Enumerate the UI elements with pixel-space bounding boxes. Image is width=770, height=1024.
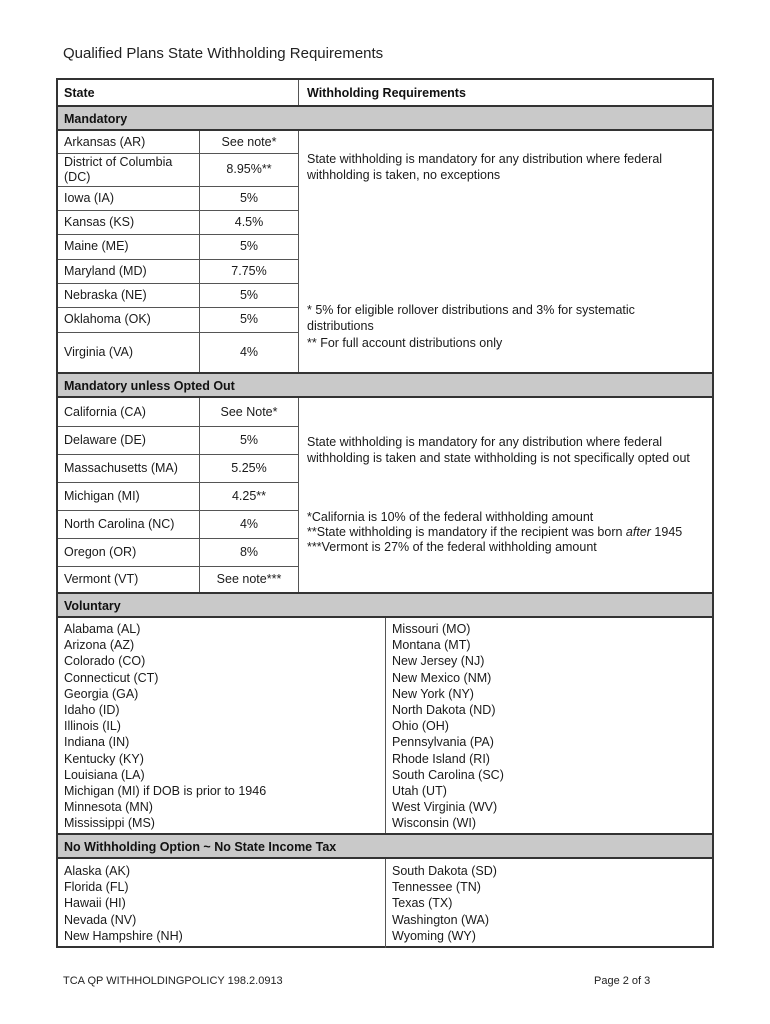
mandatory-row-rate: 7.75% — [231, 263, 267, 278]
mandatory-row-rate: 8.95%** — [226, 162, 272, 176]
list-item: Wyoming (WY) — [392, 928, 476, 943]
list-item: Mississippi (MS) — [64, 816, 155, 831]
row-divider — [58, 332, 298, 333]
list-item: Hawaii (HI) — [64, 896, 126, 911]
opt-out-requirement: State withholding is mandatory for any distribution where federal withholding is taken and state withholding is not specifically opted out — [307, 435, 690, 465]
opt-out-row-rate: 4% — [239, 516, 259, 531]
list-item: Florida (FL) — [64, 880, 129, 895]
list-item: Illinois (IL) — [64, 719, 121, 734]
opt-out-row-state-name: Delaware (DE) — [64, 432, 146, 447]
opt-out-row-rate: 4.25** — [231, 488, 267, 503]
mandatory-row-rate: 5% — [239, 312, 259, 326]
section-opt-out — [58, 372, 712, 398]
opt-out-row-rate: See note*** — [216, 571, 282, 586]
mandatory-row-rate: 5% — [239, 190, 259, 205]
list-item: Michigan (MI) if DOB is prior to 1946 — [64, 784, 267, 799]
mandatory-row-state-name: Oklahoma (OK) — [64, 312, 151, 326]
opt-out-note: ***Vermont is 27% of the federal withholding amount — [307, 540, 597, 554]
mandatory-row-state-name: Maryland (MD) — [64, 263, 147, 278]
list-item: Alabama (AL) — [64, 622, 141, 636]
list-item: South Carolina (SC) — [392, 767, 504, 782]
mandatory-row-state-name: Nebraska (NE) — [64, 287, 147, 302]
opt-out-row-rate: See Note* — [220, 404, 278, 419]
list-item: Idaho (ID) — [64, 703, 120, 718]
opt-out-row-rate: 5.25% — [231, 460, 267, 475]
row-divider — [58, 510, 298, 511]
voluntary-list-left — [64, 621, 266, 832]
opt-out-row-state-name: Michigan (MI) — [64, 488, 140, 503]
list-item: Colorado (CO) — [64, 654, 146, 669]
no-withholding-list-left — [64, 863, 183, 944]
list-item: Texas (TX) — [392, 896, 453, 911]
list-item: Wisconsin (WI) — [392, 816, 477, 831]
row-divider — [58, 283, 298, 284]
mandatory-row-state-name: District of Columbia (DC) — [64, 155, 173, 184]
list-item: Nevada (NV) — [64, 912, 137, 927]
list-item: Montana (MT) — [392, 638, 471, 653]
list-item: Missouri (MO) — [392, 622, 471, 636]
list-item: Utah (UT) — [392, 784, 447, 799]
opt-out-note: *California is 10% of the federal withholding amount — [307, 510, 594, 524]
section-voluntary — [58, 592, 712, 618]
list-item: Georgia (GA) — [64, 686, 139, 701]
opt-out-row-state-name: Vermont (VT) — [64, 571, 139, 586]
mandatory-note: * 5% for eligible rollover distributions and 3% for systematic distributions — [307, 303, 635, 333]
section-heading: Mandatory unless Opted Out — [64, 379, 235, 393]
list-item: South Dakota (SD) — [392, 864, 497, 878]
opt-out-row-state-name: California (CA) — [64, 404, 146, 419]
row-divider — [58, 234, 298, 235]
header-state: State — [64, 86, 95, 100]
page-title: Qualified Plans State Withholding Requirements — [63, 45, 384, 62]
row-divider — [58, 307, 298, 308]
opt-out-row-rate: 5% — [239, 432, 259, 447]
list-item: Washington (WA) — [392, 912, 490, 927]
row-divider — [58, 538, 298, 539]
row-divider — [58, 186, 298, 187]
list-item: Louisiana (LA) — [64, 767, 145, 782]
list-item: Alaska (AK) — [64, 864, 130, 878]
mandatory-row-state-name: Kansas (KS) — [64, 214, 135, 229]
list-item: Indiana (IN) — [64, 735, 130, 750]
opt-out-row-state-name: Massachusetts (MA) — [64, 460, 178, 475]
row-divider — [58, 153, 298, 154]
opt-out-note: **State withholding is mandatory if the recipient was born after 1945 — [307, 525, 683, 539]
list-item: Pennsylvania (PA) — [392, 735, 494, 750]
row-divider — [58, 482, 298, 483]
mandatory-row-rate: 5% — [239, 239, 259, 253]
footer-page-number: Page 2 of 3 — [594, 975, 651, 987]
section-mandatory — [58, 105, 712, 131]
row-divider — [58, 210, 298, 211]
mandatory-requirement: State withholding is mandatory for any distribution where federal withholding is taken, no exceptions — [307, 152, 663, 182]
no-withholding-list-right — [392, 863, 497, 944]
list-item: West Virginia (WV) — [392, 800, 498, 815]
footer-form-id: TCA QP WITHHOLDINGPOLICY 198.2.0913 — [63, 975, 283, 987]
section-heading: Mandatory — [64, 112, 128, 126]
mandatory-row-state-name: Virginia (VA) — [64, 344, 134, 359]
list-item: Kentucky (KY) — [64, 751, 144, 766]
row-divider — [58, 454, 298, 455]
list-item: Ohio (OH) — [392, 719, 449, 734]
list-item: New York (NY) — [392, 686, 474, 701]
mandatory-row-state-name: Arkansas (AR) — [64, 134, 146, 149]
withholding-table — [56, 78, 714, 948]
row-divider — [58, 259, 298, 260]
mandatory-row-rate: See note* — [221, 134, 277, 149]
mandatory-row-rate: 4.5% — [234, 214, 264, 229]
opt-out-row-rate: 8% — [239, 544, 259, 559]
list-item: North Dakota (ND) — [392, 703, 496, 718]
list-item: New Jersey (NJ) — [392, 654, 485, 669]
list-item: New Hampshire (NH) — [64, 928, 183, 943]
mandatory-row-rate: 4% — [239, 344, 259, 359]
opt-out-row-state-name: North Carolina (NC) — [64, 516, 175, 531]
mandatory-note: ** For full account distributions only — [307, 336, 503, 350]
list-item: Connecticut (CT) — [64, 670, 159, 685]
list-item: New Mexico (NM) — [392, 670, 492, 685]
list-item: Tennessee (TN) — [392, 880, 481, 895]
mandatory-row-rate: 5% — [239, 287, 259, 302]
list-item: Rhode Island (RI) — [392, 751, 490, 766]
list-item: Minnesota (MN) — [64, 800, 153, 815]
section-heading: No Withholding Option ~ No State Income Tax — [64, 840, 337, 854]
row-divider — [58, 566, 298, 567]
mandatory-row-state-name: Maine (ME) — [64, 239, 129, 253]
mandatory-row-state-name: Iowa (IA) — [64, 190, 115, 205]
section-no-withholding — [58, 833, 712, 859]
header-requirements: Withholding Requirements — [307, 86, 466, 100]
list-item: Arizona (AZ) — [64, 638, 135, 653]
section-heading: Voluntary — [64, 599, 121, 613]
voluntary-list-right — [392, 621, 504, 832]
row-divider — [58, 426, 298, 427]
opt-out-row-state-name: Oregon (OR) — [64, 544, 137, 559]
